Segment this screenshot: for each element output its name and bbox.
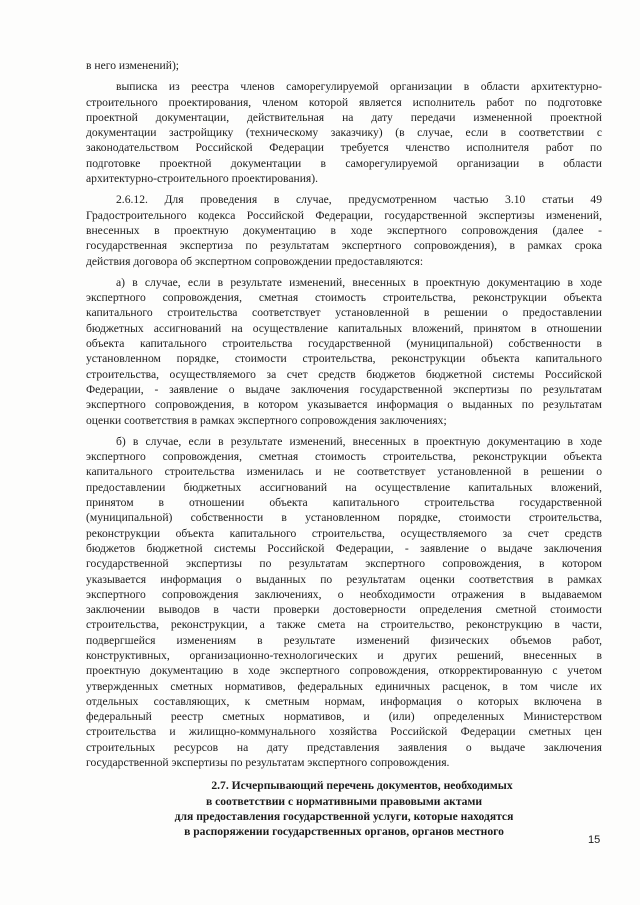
text-line: принятом в отношении объекта капитального строительства государственной <box>86 496 602 510</box>
text-line: экспертного сопровождения, сметная стоимость строительства, реконструкции объекта <box>86 450 602 464</box>
text-line: установленном порядке, стоимости строительства, реконструкции объекта капитального <box>86 352 602 366</box>
text-line: объекта капитального строительства государственной (муниципальной) собственности в <box>86 337 602 351</box>
text-line: утвержденных сметных нормативов, федеральных единичных расценок, в том числе их <box>86 679 602 693</box>
text-line: подготовке проектной документации в саморегулируемой организации в области <box>86 156 602 170</box>
text-line: проектной документации, действительная на дату передачи измененной проектной <box>86 110 602 124</box>
text-line: конструктивных, организационно-технологических и других решений, внесенных в <box>86 648 602 662</box>
text-line: подвергшейся изменениям в результате изменений физических объемов работ, <box>86 633 602 647</box>
text-line: федеральный реестр сметных нормативов, и (или) определенных Министерством <box>86 710 602 724</box>
heading-line: для предоставления государственной услуги, которые находятся <box>174 809 514 823</box>
heading-line: в распоряжении государственных органов, органов местного <box>184 825 504 839</box>
text-line: экспертного сопровождения заключениях, о необходимости отражения в выдаваемом <box>86 587 602 601</box>
text-line: реконструкции объекта капитального строительства, осуществляемого за счет средств <box>86 526 602 540</box>
text-line: 2.6.12. Для проведения в случае, предусмотренном частью 3.10 статьи 49 <box>116 193 602 207</box>
text-line: государственной экспертизы по результатам экспертного сопровождения, в котором <box>86 557 602 571</box>
text-line: строительства, осуществляемого за счет средств бюджетов бюджетной системы Российской <box>86 367 602 381</box>
text-line: предоставлении бюджетных ассигнований на осуществление капитальных вложений, <box>86 480 602 494</box>
text-line: государственная экспертиза по результатам экспертного сопровождения), в рамках срока <box>86 239 602 253</box>
text-line: указывается информация о выданных по результатам оценки соответствия в рамках <box>86 572 602 586</box>
text-line: внесенных в проектную документацию в ходе экспертного сопровождения (далее - <box>86 223 602 237</box>
text-line: документации застройщику (техническому заказчику) (в случае, если в соответствии с <box>86 126 602 140</box>
text-line: в него изменений); <box>86 59 180 72</box>
text-line: отдельных составляющих, к сметным нормам, информация о которых включена в <box>86 694 602 708</box>
text-line: законодательством Российской Федерации требуется членство исполнителя работ по <box>86 141 602 155</box>
page-number: 15 <box>588 834 601 846</box>
text-line: Градостроительного кодекса Российской Федерации, государственной экспертизы изменений, <box>86 208 602 222</box>
paragraph-item-b <box>86 434 602 771</box>
text-line: бюджетов бюджетной системы Российской Федерации, - заявление о выдаче заключения <box>86 541 602 555</box>
section-heading-2-7 <box>86 778 602 839</box>
text-line: выписка из реестра членов саморегулируемой организации в области архитектурно- <box>116 80 602 94</box>
text-line: оценки соответствия в рамках экспертного сопровождения заключениях; <box>86 413 447 427</box>
text-line: архитектурно-строительного проектирования). <box>86 172 319 186</box>
text-line: проектную документацию в ходе экспертного сопровождения, откорректированную с учетом <box>86 664 602 678</box>
text-line: действия договора об экспертном сопровождении предоставляются: <box>86 254 424 268</box>
heading-line: в соответствии с нормативными правовыми актами <box>205 794 483 808</box>
text-line: Федерации, - заявление о выдаче заключения государственной экспертизы по результатам <box>86 382 602 396</box>
paragraph-2-6-12 <box>86 192 602 268</box>
text-line: капитального строительства соответствует установленной в решении о предоставлении <box>86 306 602 320</box>
text-line: экспертного сопровождения, в котором указывается информация о выданных по результатам <box>86 398 602 412</box>
text-line: экспертного сопровождения, сметная стоимость строительства, реконструкции объекта <box>86 291 602 305</box>
text-line: капитального строительства изменилась и не соответствует установленной в решении о <box>86 465 602 479</box>
text-line: строительного проектирования, членом которой является исполнитель работ по подготовке <box>86 95 602 109</box>
text-line: бюджетных ассигнований на осуществление капитальных вложений, принятом в отношении <box>86 321 602 335</box>
paragraph-sro-extract <box>86 79 602 186</box>
text-line: строительства и жилищно-коммунального хозяйства Российской Федерации сметных цен <box>86 725 602 739</box>
text-line: строительных ресурсов на дату представления заявления о выдаче заключения <box>86 740 602 754</box>
document-body <box>86 58 602 840</box>
text-line: заключении выводов в части проверки достоверности определения сметной стоимости <box>86 603 602 617</box>
text-line: б) в случае, если в результате изменений, внесенных в проектную документацию в ходе <box>116 434 602 448</box>
text-line: строительства, реконструкции, а также смета на строительство, реконструкцию в части, <box>86 618 602 632</box>
paragraph-continuation <box>86 58 602 73</box>
paragraph-item-a <box>86 275 602 428</box>
text-line: (муниципальной) собственности в установленном порядке, стоимости строительства, <box>86 511 602 525</box>
heading-line: 2.7. Исчерпывающий перечень документов, необходимых <box>211 779 513 793</box>
text-line: а) в случае, если в результате изменений, внесенных в проектную документацию в ходе <box>116 275 602 289</box>
text-line: государственной экспертизы по результатам экспертного сопровождения. <box>86 756 450 770</box>
